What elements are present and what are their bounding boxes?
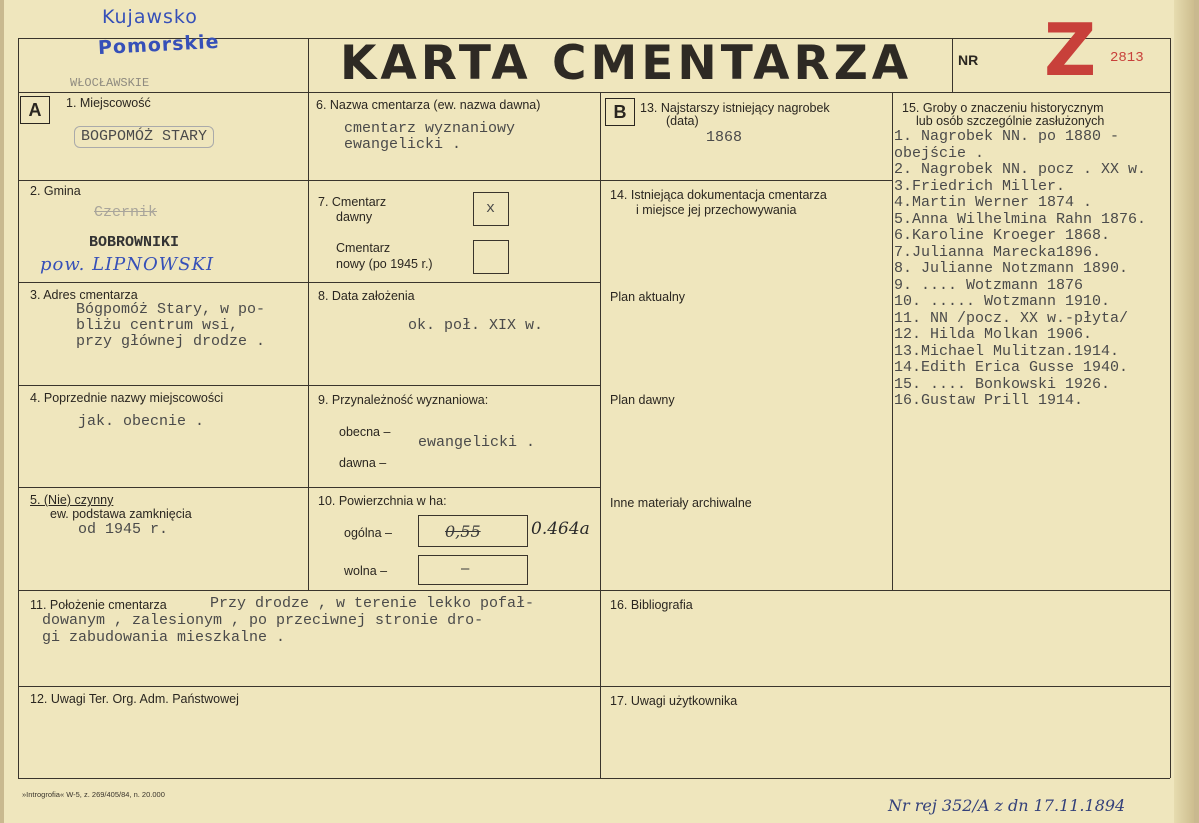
old-cemetery-check-mark: x	[486, 200, 496, 217]
field-3-line-2: bliżu centrum wsi,	[76, 317, 239, 334]
grave-item: 16.Gustaw Prill 1914.	[894, 392, 1084, 409]
field-2-value: BOBROWNIKI	[89, 234, 180, 251]
field-9-label: 9. Przynależność wyznaniowa:	[318, 393, 489, 407]
grave-item: 5.Anna Wilhelmina Rahn 1876.	[894, 210, 1147, 228]
grave-item: 15. .... Bonkowski 1926.	[894, 375, 1111, 393]
field-17-label: 17. Uwagi użytkownika	[610, 694, 738, 708]
section-a-badge: A	[20, 96, 50, 124]
field-10-total-label: ogólna –	[344, 526, 392, 540]
row-divider	[308, 487, 600, 488]
total-area-struck: 0,55	[445, 522, 481, 541]
grave-item: 1. Nagrobek NN. po 1880 -	[894, 128, 1120, 145]
field-2-handwritten: pow. LIPNOWSKI	[40, 254, 215, 275]
field-14-label1: 14. Istniejąca dokumentacja cmentarza	[610, 188, 827, 202]
plan-current-label: Plan aktualny	[610, 290, 686, 304]
field-11-line-1: Przy drodze , w terenie lekko pofał-	[210, 595, 535, 612]
nr-label: NR	[958, 52, 979, 68]
field-8-label: 8. Data założenia	[318, 289, 415, 303]
field-3-label: 3. Adres cmentarza	[30, 288, 138, 302]
field-12-label: 12. Uwagi Ter. Org. Adm. Państwowej	[30, 692, 239, 706]
row-divider	[600, 180, 892, 181]
header-divider	[18, 92, 1170, 93]
row-divider	[18, 282, 308, 283]
row-divider	[308, 282, 600, 283]
field-11-line-3: gi zabudowania mieszkalne .	[42, 629, 286, 646]
col-divider-1	[308, 38, 309, 590]
grave-item: 14.Edith Erica Gusse 1940.	[894, 359, 1129, 376]
left-border	[18, 38, 19, 778]
nr-divider	[952, 38, 953, 92]
grave-item: 2. Nagrobek NN. pocz . XX w.	[894, 161, 1147, 178]
col-divider-3	[892, 92, 893, 590]
grave-item: 4.Martin Werner 1874 .	[894, 194, 1093, 211]
field-9-current-label: obecna –	[339, 425, 391, 439]
field-14-label2: i miejsce jej przechowywania	[636, 203, 797, 217]
total-area-field[interactable]	[418, 515, 528, 547]
field-7-new-label2: nowy (po 1945 r.)	[336, 257, 433, 271]
field-9-current-value: ewangelicki .	[418, 434, 536, 451]
grave-item: 6.Karoline Kroeger 1868.	[894, 227, 1111, 244]
row-divider	[18, 180, 308, 181]
field-1-label: 1. Miejscowość	[66, 96, 151, 110]
field-5-label: 5. (Nie) czynny	[30, 493, 114, 507]
section-b-badge: B	[605, 98, 635, 126]
row-divider	[18, 487, 308, 488]
grave-item: 9. .... Wotzmann 1876	[894, 276, 1084, 294]
field-13-label2: (data)	[666, 114, 699, 128]
free-area-value: –	[461, 560, 470, 577]
plan-former-label: Plan dawny	[610, 393, 675, 407]
field-16-label: 16. Bibliografia	[610, 598, 693, 612]
field-13-label1: 13. Najstarszy istniejący nagrobek	[640, 101, 830, 115]
field-3-line-3: przy głównej drodze .	[76, 333, 266, 350]
field-9-former-label: dawna –	[339, 456, 387, 470]
field-4-value: jak. obecnie .	[78, 413, 205, 430]
field-2-struck: Czernik	[94, 204, 158, 221]
grave-item: 7.Julianna Marecka1896.	[894, 243, 1102, 261]
row-divider	[18, 686, 1170, 687]
printer-imprint: »Introgrofia« W-5, z. 269/405/84, n. 20.000	[22, 790, 165, 799]
total-area-handwritten: 0.464a	[531, 519, 590, 539]
bottom-border	[18, 778, 1170, 779]
col-divider-2	[600, 92, 601, 778]
field-6-line-1: cmentarz wyznaniowy	[344, 120, 516, 137]
new-cemetery-checkbox[interactable]	[473, 240, 509, 274]
field-13-value: 1868	[706, 129, 743, 146]
nr-value: 2813	[1110, 50, 1144, 66]
field-5-value: od 1945 r.	[78, 521, 169, 538]
cemetery-card	[4, 0, 1194, 823]
grave-item: 8. Julianne Notzmann 1890.	[894, 260, 1129, 277]
row-divider	[308, 180, 600, 181]
field-15-label1: 15. Groby o znaczeniu historycznym	[902, 101, 1104, 115]
field-10-free-label: wolna –	[344, 564, 388, 578]
grave-item: 10. ..... Wotzmann 1910.	[894, 293, 1111, 310]
field-2-label: 2. Gmina	[30, 184, 81, 198]
field-15-label2: lub osób szczególnie zasłużonych	[916, 114, 1105, 128]
registration-note: Nr rej 352/A z dn 17.11.1894	[888, 796, 1126, 815]
grave-item: 11. NN /pocz. XX w.-płyta/	[894, 309, 1129, 327]
field-1-value: BOGPOMÓŻ STARY	[74, 126, 214, 148]
field-10-label: 10. Powierzchnia w ha:	[318, 494, 447, 508]
page-title: KARTA CMENTARZA	[340, 36, 913, 91]
field-6-label: 6. Nazwa cmentarza (ew. nazwa dawna)	[316, 98, 541, 112]
field-11-label: 11. Położenie cmentarza	[30, 598, 167, 612]
field-11-line-2: dowanym , zalesionym , po przeciwnej stronie dro-	[42, 612, 484, 629]
region-stamp-line1: Kujawsko	[102, 6, 198, 28]
field-5-sublabel: ew. podstawa zamknięcia	[50, 507, 192, 521]
right-border	[1170, 38, 1171, 778]
field-7-label: 7. Cmentarz	[318, 195, 387, 209]
z-mark: Z	[1044, 8, 1097, 92]
field-6-line-2: ewangelicki .	[344, 136, 462, 153]
row-divider	[308, 385, 600, 386]
region-stamp-line2: Pomorskie	[97, 30, 221, 60]
field-4-label: 4. Poprzednie nazwy miejscowości	[30, 391, 224, 405]
free-area-field[interactable]	[418, 555, 528, 585]
grave-item: 13.Michael Mulitzan.1914.	[894, 342, 1120, 360]
field-7-label2: dawny	[336, 210, 373, 224]
province-stamp: WŁOCŁAWSKIE	[70, 76, 150, 90]
field-7-new-label: Cmentarz	[336, 241, 391, 255]
other-materials-label: Inne materiały archiwalne	[610, 496, 752, 510]
grave-item: 3.Friedrich Miller.	[894, 177, 1066, 195]
field-8-value: ok. poł. XIX w.	[408, 317, 544, 334]
grave-item: 12. Hilda Molkan 1906.	[894, 326, 1093, 343]
grave-item: obejście .	[894, 144, 985, 162]
row-divider	[18, 385, 308, 386]
field-3-line-1: Bógpomóż Stary, w po-	[76, 301, 266, 318]
row-divider	[18, 590, 1170, 591]
old-cemetery-checkbox[interactable]	[473, 192, 509, 226]
